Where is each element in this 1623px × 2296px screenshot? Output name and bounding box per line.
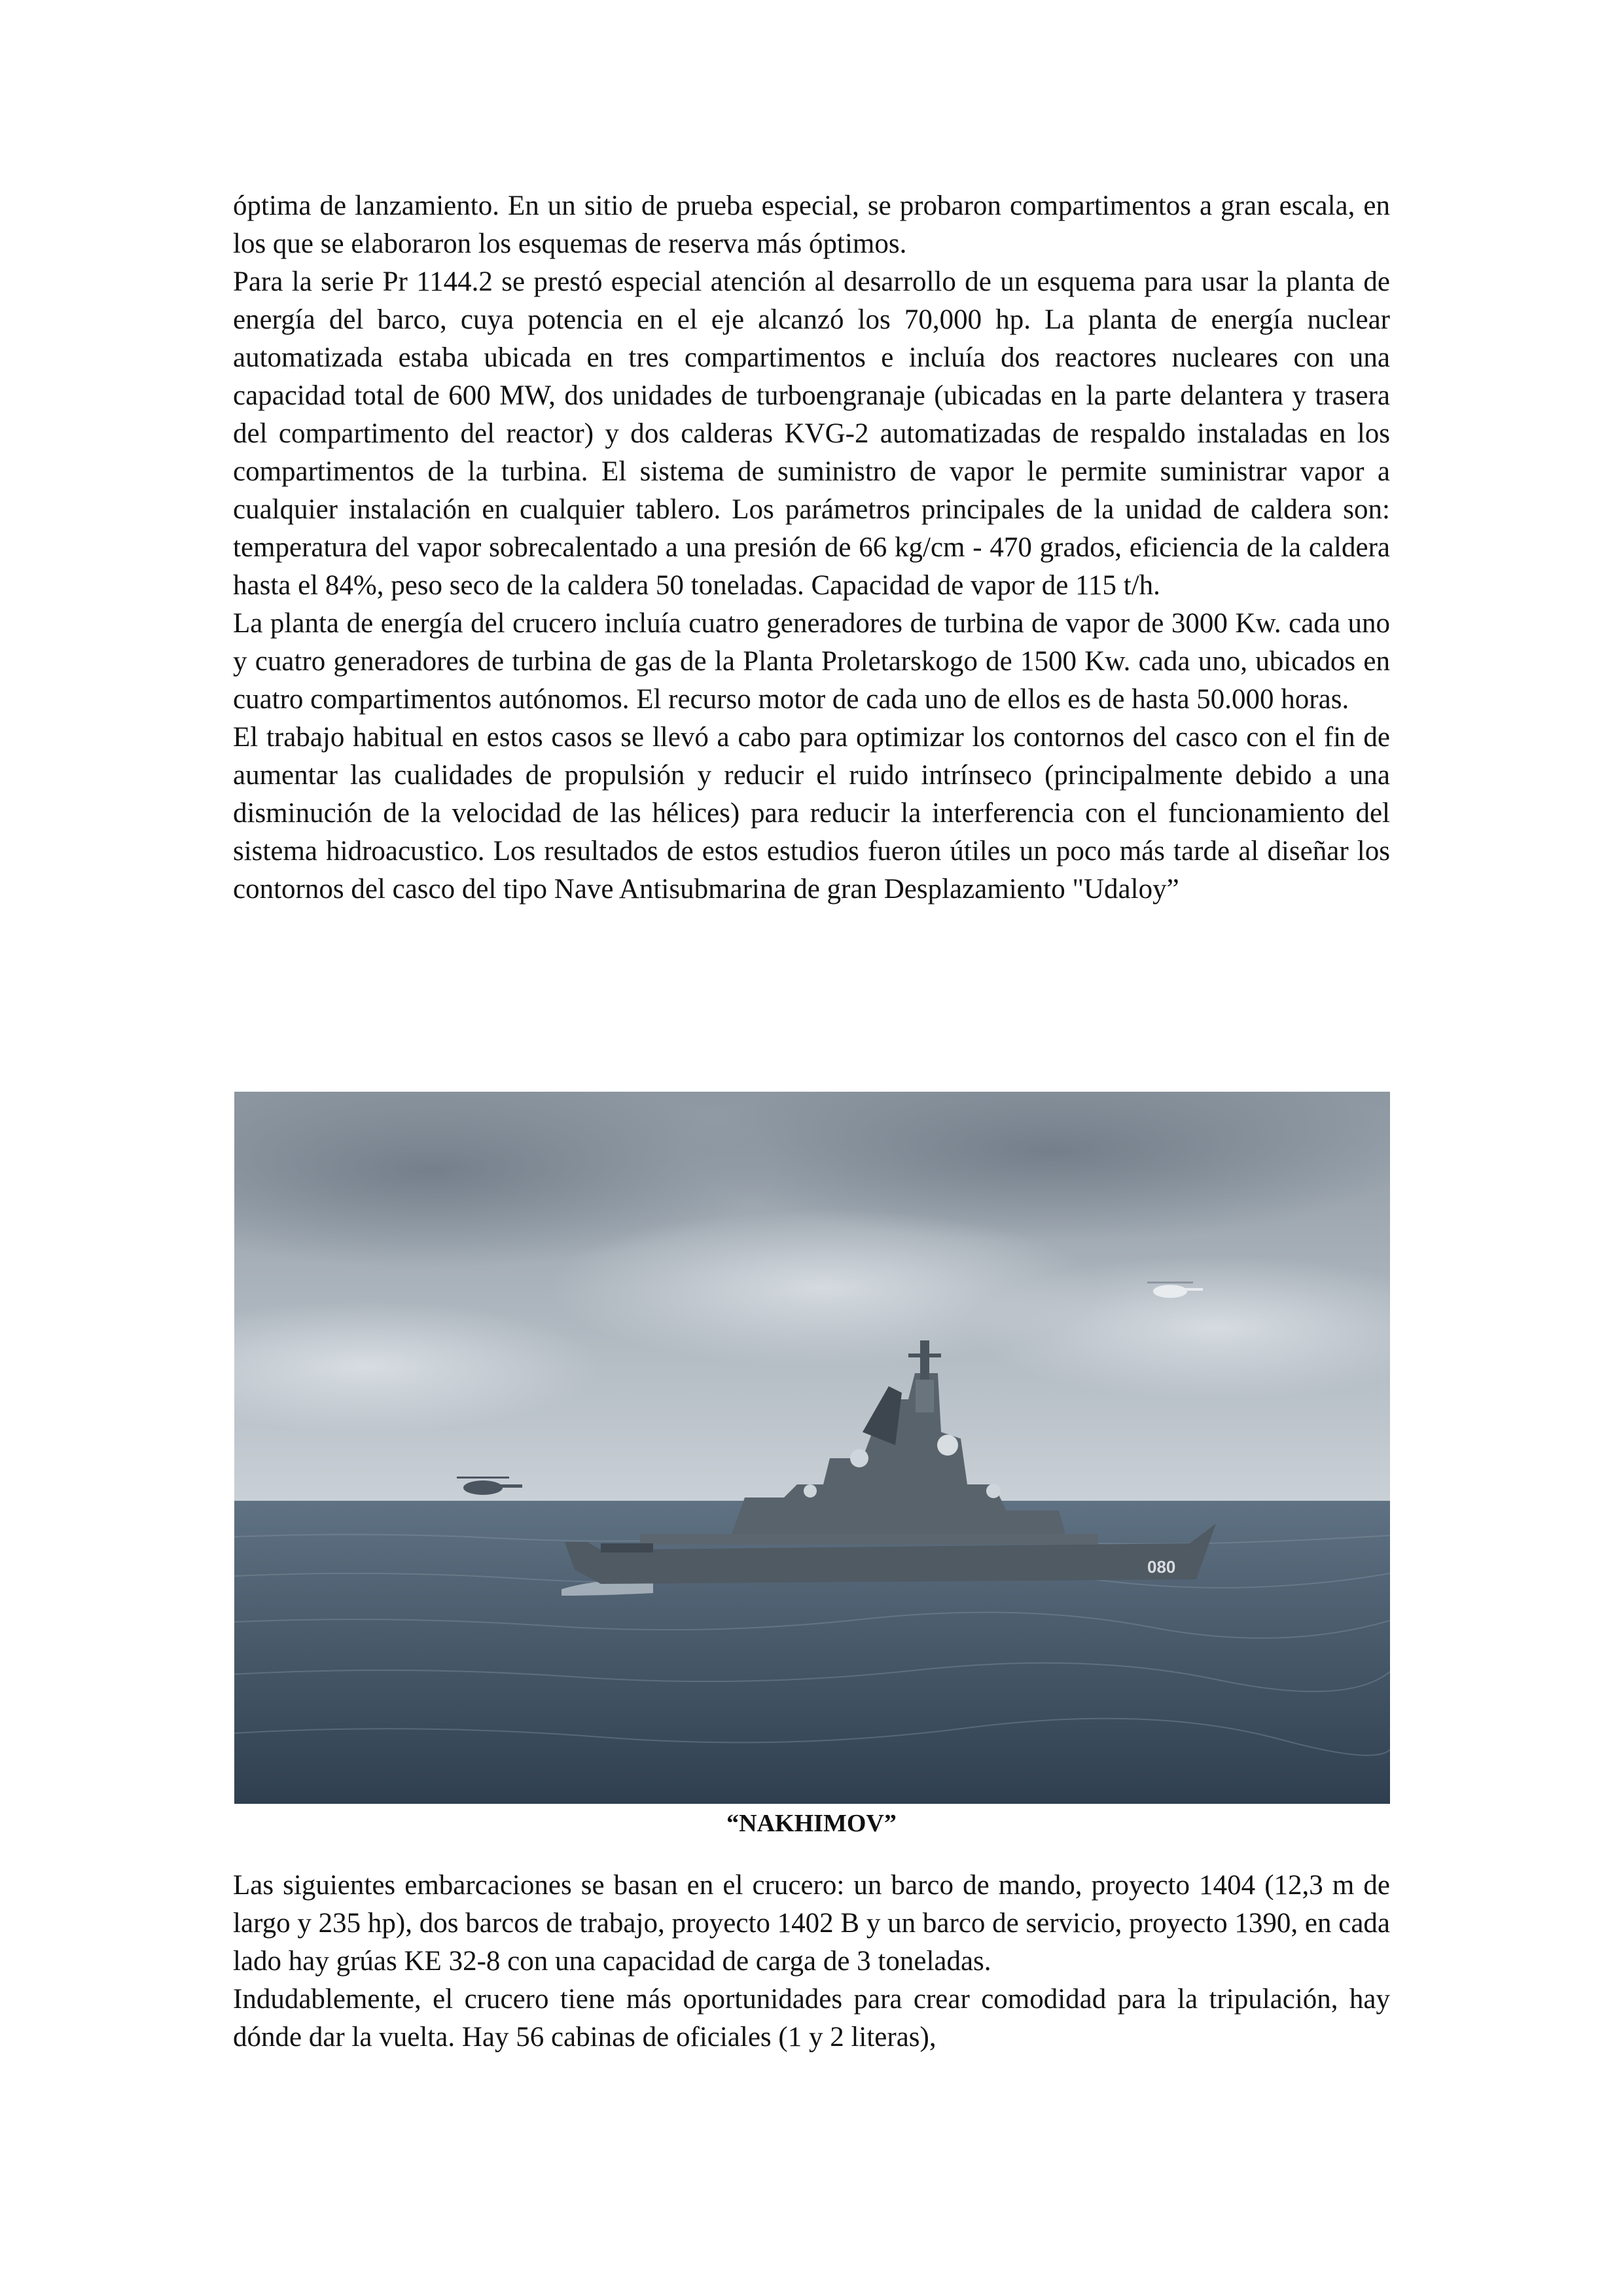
text-block-bottom — [233, 1867, 1390, 2056]
paragraph: óptima de lanzamiento. En un sitio de prueba especial, se probaron compartimentos a gran escala, en los que se elaboraron los esquemas de reserva más óptimos. — [233, 190, 1390, 259]
paragraph: Indudablemente, el crucero tiene más oportunidades para crear comodidad para la tripulación, hay dónde dar la vuelta. Hay 56 cabinas de oficiales (1 y 2 literas), — [233, 1984, 1390, 2053]
sea — [234, 1501, 1390, 1804]
paragraph: El trabajo habitual en estos casos se llevó a cabo para optimizar los contornos del casco con el fin de aumentar las cualidades de propulsión y reducir el ruido intrínseco (principalmente debido a una disminución de la velocidad de las hélices) para reducir la interferencia con el funcionamiento del sistema hidroacustico. Los resultados de estos estudios fueron útiles un poco más tarde al diseñar los contornos del casco del tipo Nave Antisubmarina de gran Desplazamiento "Udaloy” — [233, 722, 1390, 905]
ship-photo — [234, 1092, 1390, 1804]
paragraph: La planta de energía del crucero incluía cuatro generadores de turbina de vapor de 3000 Kw. cada uno y cuatro generadores de turbina de gas de la Planta Proletarskogo de 1500 Kw. cada uno, ubicados en cuatro compartimentos autónomos. El recurso motor de cada uno de ellos es de hasta 50.000 horas. — [233, 608, 1390, 715]
text-block-top — [233, 187, 1390, 908]
paragraph: Las siguientes embarcaciones se basan en el crucero: un barco de mando, proyecto 1404 (12,3 m de largo y 235 hp), dos barcos de trabajo, proyecto 1402 B y un barco de servicio, proyecto 1390, en cada lado hay grúas KE 32-8 con una capacidad de carga de 3 toneladas. — [233, 1870, 1390, 1977]
paragraph: Para la serie Pr 1144.2 se prestó especial atención al desarrollo de un esquema para usar la planta de energía del barco, cuya potencia en el eje alcanzó los 70,000 hp. La planta de energía nuclear automatizada estaba ubicada en tres compartimentos e incluía dos reactores nucleares con una capacidad total de 600 MW, dos unidades de turboengranaje (ubicadas en la parte delantera y trasera del compartimento del reactor) y dos calderas KVG-2 automatizadas de respaldo instaladas en los compartimentos de la turbina. El sistema de suministro de vapor le permite suministrar vapor a cualquier instalación en cualquier tablero. Los parámetros principales de la unidad de caldera son: temperatura del vapor sobrecalentado a una presión de 66 kg/cm - 470 grados, eficiencia de la caldera hasta el 84%, peso seco de la caldera 50 toneladas. Capacidad de vapor de 115 t/h. — [233, 266, 1390, 601]
figure-caption: “NAKHIMOV” — [726, 1810, 897, 1837]
hull-number: 080 — [1147, 1557, 1176, 1577]
